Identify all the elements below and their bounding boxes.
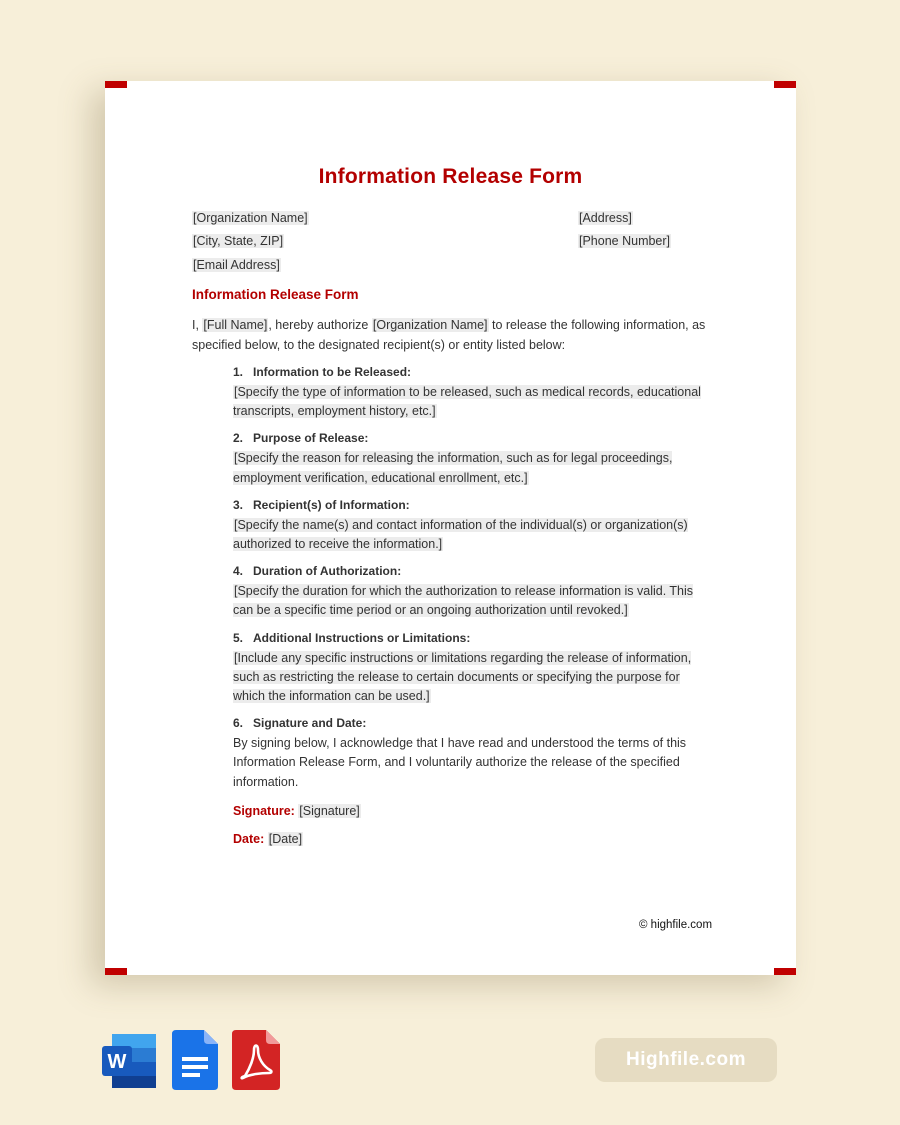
document-title: Information Release Form [318,165,583,188]
word-icon-letter: W [107,1051,127,1073]
date-line [233,830,713,848]
signature-label: Signature: [233,803,295,818]
item-heading: Purpose of Release: [253,431,369,446]
items-list [233,363,713,848]
item-body: [Include any specific instructions or limitations regarding the release of information, such as restricting the release to certain documents or specifying the purpose for which the information can be used.] [233,650,692,704]
item-body: [Specify the duration for which the authorization to release information is valid. This can be a specific time period or an ongoing authorization until revoked.] [233,584,694,618]
date-placeholder: [Date] [268,831,303,846]
corner-accent [774,968,796,975]
item-heading: Information to be Released: [253,365,412,379]
list-item: 1. Information to be Released: [Specify the type of information to be released, such as medical records, educational transcripts, employment history, etc.] [233,365,701,419]
address-placeholder: [Address] [579,211,632,225]
corner-accent [105,81,127,88]
city-state-zip-placeholder: [City, State, ZIP] [193,234,284,248]
item-heading: Duration of Authorization: [253,564,402,579]
item-body: [Specify the name(s) and contact information of the individual(s) or organization(s) authorized to receive the information.] [233,517,688,552]
copyright-text: © highfile.com [639,919,713,931]
item-heading: Recipient(s) of Information: [253,497,410,512]
item-body: [Specify the reason for releasing the information, such as for legal proceedings, employment verification, educational enrollment, etc.] [233,451,673,485]
item-body: [Specify the type of information to be released, such as medical records, educational transcripts, employment history, etc.] [233,385,701,419]
list-item: 4. Duration of Authorization: [Specify the duration for which the authorization to release information is valid. This can be a specific time period or an ongoing authorization until revoked.] [233,564,694,618]
date-label: Date: [233,831,265,846]
org-name-inline-placeholder: [Organization Name] [372,318,488,332]
corner-accent [105,968,127,975]
list-item: 5. Additional Instructions or Limitations: [Include any specific instructions or limitations regarding the release of information, such as restricting the release to certain documents or specifying the purpose for which the information can be used.] [233,630,692,704]
word-icon[interactable] [100,1032,158,1090]
corner-accent [774,81,796,88]
pdf-icon[interactable] [232,1030,280,1090]
intro-paragraph: I, [Full Name], hereby authorize [Organization Name] to release the following information, as specified below, to the designated recipient(s) or entity listed below: [192,318,706,352]
document-page [105,81,796,975]
email-placeholder: [Email Address] [193,258,280,272]
google-docs-icon[interactable] [172,1030,218,1090]
org-name-placeholder: [Organization Name] [193,211,308,225]
list-item: 6. Signature and Date: By signing below, I acknowledge that I have read and understood the terms of this Information Release Form, and I voluntarily authorize the release of the specified information. [233,714,713,792]
item-heading: Additional Instructions or Limitations: [253,630,471,645]
list-item: 2. Purpose of Release: [Specify the reason for releasing the information, such as for legal proceedings, employment verification, educational enrollment, etc.] [233,431,673,485]
full-name-placeholder: [Full Name] [203,318,268,332]
signature-placeholder: [Signature] [299,803,360,818]
section-title: Information Release Form [192,287,359,302]
item-body: By signing below, I acknowledge that I have read and understood the terms of this Information Release Form, and I voluntarily authorize the release of the specified information. [233,736,687,789]
item-heading: Signature and Date: [253,716,367,731]
phone-placeholder: [Phone Number] [579,234,671,248]
list-item: 3. Recipient(s) of Information: [Specify the name(s) and contact information of the individual(s) or organization(s) authorized to receive the information.] [233,497,688,552]
brand-badge[interactable]: Highfile.com [595,1038,777,1082]
signature-line [233,802,713,820]
